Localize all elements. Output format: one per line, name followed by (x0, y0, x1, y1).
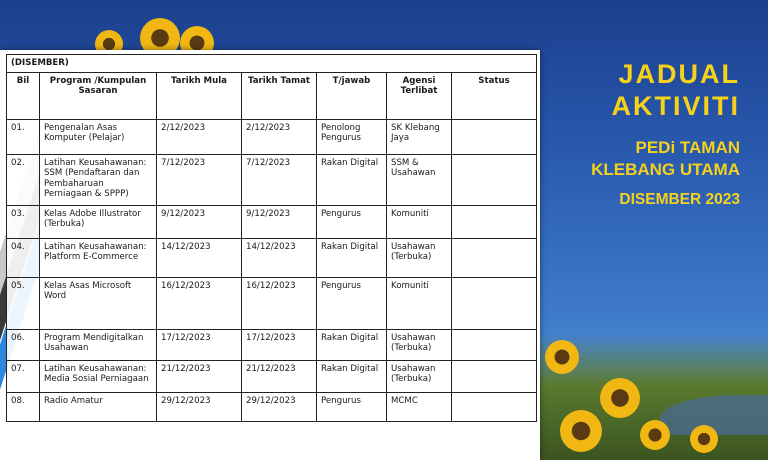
schedule-table (6, 54, 537, 422)
cell-start-date: 29/12/2023 (157, 393, 242, 422)
table-row (7, 361, 537, 393)
cell-status (452, 155, 537, 206)
sunflower-decoration (600, 378, 640, 418)
cell-agency: MCMC (387, 393, 452, 422)
cell-status (452, 120, 537, 155)
cell-end-date: 16/12/2023 (242, 278, 317, 330)
cell-end-date: 21/12/2023 (242, 361, 317, 393)
cell-agency: Usahawan (Terbuka) (387, 330, 452, 361)
cell-bil: 06. (7, 330, 40, 361)
table-row (7, 393, 537, 422)
cell-end-date: 2/12/2023 (242, 120, 317, 155)
location-line-2: KLEBANG UTAMA (591, 159, 740, 179)
col-header-status: Status (452, 73, 537, 120)
cell-agency: Komuniti (387, 206, 452, 239)
cell-status (452, 278, 537, 330)
col-header-agency: Agensi Terlibat (387, 73, 452, 120)
cell-start-date: 14/12/2023 (157, 239, 242, 278)
col-header-bil: Bil (7, 73, 40, 120)
table-row (7, 155, 537, 206)
col-header-program: Program /Kumpulan Sasaran (40, 73, 157, 120)
cell-status (452, 393, 537, 422)
cell-status (452, 206, 537, 239)
month-heading: (DISEMBER) (7, 55, 537, 73)
cell-end-date: 7/12/2023 (242, 155, 317, 206)
cell-bil: 01. (7, 120, 40, 155)
title-line-2: AKTIVITI (611, 91, 740, 122)
sunflower-decoration (545, 340, 579, 374)
cell-owner: Pengurus (317, 278, 387, 330)
cell-owner: Rakan Digital (317, 330, 387, 361)
cell-end-date: 17/12/2023 (242, 330, 317, 361)
table-row (7, 330, 537, 361)
location-line-1: PEDi TAMAN (635, 137, 740, 157)
cell-agency: SK Klebang Jaya (387, 120, 452, 155)
col-header-end-date: Tarikh Tamat (242, 73, 317, 120)
table-row (7, 120, 537, 155)
cell-program: Kelas Adobe Illustrator (Terbuka) (40, 206, 157, 239)
table-row (7, 239, 537, 278)
cell-start-date: 16/12/2023 (157, 278, 242, 330)
cell-program: Program Mendigitalkan Usahawan (40, 330, 157, 361)
cell-start-date: 17/12/2023 (157, 330, 242, 361)
sunflower-decoration (560, 410, 602, 452)
cell-program: Latihan Keusahawanan: Platform E-Commerce (40, 239, 157, 278)
cell-start-date: 2/12/2023 (157, 120, 242, 155)
table-row (7, 278, 537, 330)
cell-agency: Usahawan (Terbuka) (387, 361, 452, 393)
cell-agency: SSM & Usahawan (387, 155, 452, 206)
cell-bil: 07. (7, 361, 40, 393)
cell-bil: 04. (7, 239, 40, 278)
cell-bil: 05. (7, 278, 40, 330)
cell-bil: 03. (7, 206, 40, 239)
cell-program: Radio Amatur (40, 393, 157, 422)
cell-program: Kelas Asas Microsoft Word (40, 278, 157, 330)
cell-bil: 02. (7, 155, 40, 206)
title-line-1: JADUAL (618, 59, 740, 89)
cell-agency: Komuniti (387, 278, 452, 330)
cell-start-date: 21/12/2023 (157, 361, 242, 393)
period-label: DISEMBER 2023 (619, 190, 740, 208)
sunflower-decoration (640, 420, 670, 450)
cell-status (452, 239, 537, 278)
cell-status (452, 361, 537, 393)
col-header-start-date: Tarikh Mula (157, 73, 242, 120)
cell-program: Latihan Keusahawanan: Media Sosial Perniagaan (40, 361, 157, 393)
cell-owner: Rakan Digital (317, 155, 387, 206)
title-block (560, 58, 740, 209)
cell-status (452, 330, 537, 361)
cell-agency: Usahawan (Terbuka) (387, 239, 452, 278)
cell-end-date: 9/12/2023 (242, 206, 317, 239)
cell-owner: Rakan Digital (317, 361, 387, 393)
cell-owner: Pengurus (317, 206, 387, 239)
cell-program: Pengenalan Asas Komputer (Pelajar) (40, 120, 157, 155)
col-header-owner: T/jawab (317, 73, 387, 120)
cell-end-date: 14/12/2023 (242, 239, 317, 278)
cell-start-date: 9/12/2023 (157, 206, 242, 239)
sunflower-decoration (690, 425, 718, 453)
cell-owner: Pengurus (317, 393, 387, 422)
cell-program: Latihan Keusahawanan: SSM (Pendaftaran dan Pembaharuan Perniagaan & SPPP) (40, 155, 157, 206)
table-row (7, 206, 537, 239)
cell-owner: Rakan Digital (317, 239, 387, 278)
cell-bil: 08. (7, 393, 40, 422)
cell-owner: Penolong Pengurus (317, 120, 387, 155)
cell-end-date: 29/12/2023 (242, 393, 317, 422)
cell-start-date: 7/12/2023 (157, 155, 242, 206)
